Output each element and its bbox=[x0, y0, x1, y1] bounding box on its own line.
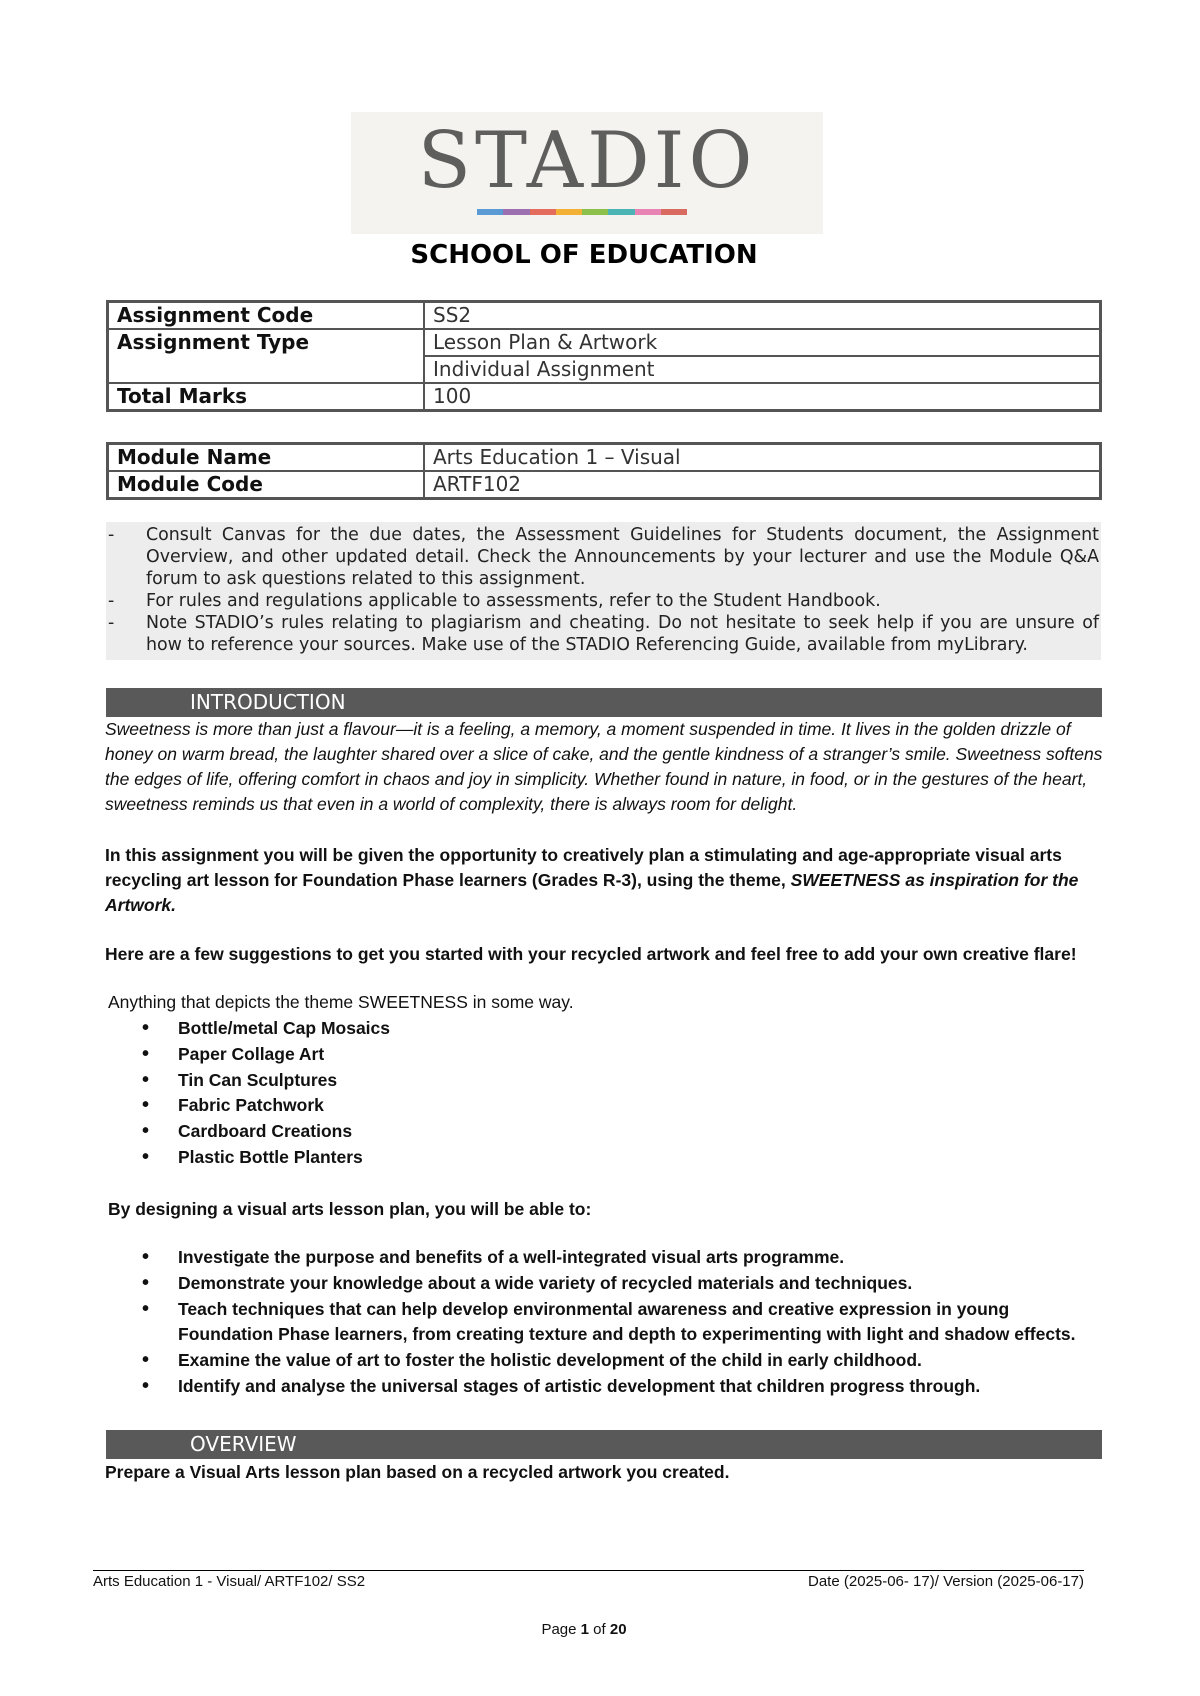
overview-heading: OVERVIEW bbox=[190, 1432, 297, 1456]
module-name-label: Module Name bbox=[108, 444, 425, 472]
theme-depicts-line bbox=[108, 990, 1108, 1015]
assignment-type-label: Assignment Type bbox=[108, 329, 425, 383]
table-row bbox=[108, 302, 1101, 330]
theme-depicts-text: Anything that depicts the theme SWEETNESS in some way. bbox=[108, 992, 574, 1012]
module-code-label: Module Code bbox=[108, 471, 425, 499]
list-item: • Demonstrate your knowledge about a wide variety of recycled materials and techniques. bbox=[140, 1271, 1100, 1297]
assignment-info-table bbox=[106, 300, 1102, 412]
note-item bbox=[106, 524, 1101, 590]
assignment-type-value: Individual Assignment bbox=[424, 356, 1101, 383]
list-item: • Identify and analyse the universal stages of artistic development that children progress through. bbox=[140, 1374, 1100, 1400]
module-info-table bbox=[106, 442, 1102, 500]
list-item: • Teach techniques that can help develop environmental awareness and creative expression in young Foundation Phase learners, from creating texture and depth to experimenting with light and shadow effects. bbox=[140, 1297, 1100, 1349]
stripe-segment bbox=[503, 209, 529, 215]
note-dash: - bbox=[108, 525, 115, 545]
assessment-notes bbox=[106, 522, 1101, 660]
assignment-text-prefix: In this assignment you will be given the opportunity to creatively plan a stimulating and age-appropriate visual arts recycling art lesson for Foundation Phase learners (Grades R-3), using the theme, bbox=[105, 845, 1062, 890]
assignment-code-label: Assignment Code bbox=[108, 302, 425, 330]
page-number bbox=[0, 1621, 1168, 1638]
suggestion-paragraph bbox=[105, 942, 1105, 967]
assignment-type-value: Lesson Plan & Artwork bbox=[424, 329, 1101, 356]
page-label: Page bbox=[541, 1621, 577, 1638]
total-marks-label: Total Marks bbox=[108, 383, 425, 411]
logo-color-stripe bbox=[477, 209, 687, 215]
note-item bbox=[106, 590, 1101, 612]
stripe-segment bbox=[635, 209, 661, 215]
table-row bbox=[108, 444, 1101, 472]
list-item: • Fabric Patchwork bbox=[140, 1093, 1100, 1119]
overview-heading-bar bbox=[106, 1430, 1102, 1459]
introduction-paragraph bbox=[105, 717, 1105, 817]
overview-paragraph bbox=[105, 1460, 1105, 1485]
note-text: Consult Canvas for the due dates, the Assessment Guidelines for Students document, the Assignment Overview, and other updated detail. Check the Announcements by your lecturer and use the Module Q&A forum to ask questions related to this assignment. bbox=[146, 525, 1099, 589]
list-item: • Examine the value of art to foster the holistic development of the child in early childhood. bbox=[140, 1348, 1100, 1374]
outcomes-list bbox=[140, 1245, 1100, 1400]
stripe-segment bbox=[477, 209, 503, 215]
stripe-segment bbox=[582, 209, 608, 215]
module-name-value: Arts Education 1 – Visual bbox=[424, 444, 1101, 472]
note-text: For rules and regulations applicable to assessments, refer to the Student Handbook. bbox=[146, 591, 881, 611]
table-row bbox=[108, 383, 1101, 411]
note-dash: - bbox=[108, 591, 115, 611]
list-item: • Bottle/metal Cap Mosaics bbox=[140, 1016, 1100, 1042]
school-title: SCHOOL OF EDUCATION bbox=[410, 240, 758, 270]
list-item: • Paper Collage Art bbox=[140, 1042, 1100, 1068]
module-code-value: ARTF102 bbox=[424, 471, 1101, 499]
footer-module-reference: Arts Education 1 - Visual/ ARTF102/ SS2 bbox=[93, 1573, 366, 1590]
list-item: • Investigate the purpose and benefits of a well-integrated visual arts programme. bbox=[140, 1245, 1100, 1271]
introduction-heading: INTRODUCTION bbox=[190, 690, 346, 714]
stripe-segment bbox=[530, 209, 556, 215]
list-item: • Cardboard Creations bbox=[140, 1119, 1100, 1145]
introduction-heading-bar bbox=[106, 688, 1102, 717]
page-total: 20 bbox=[609, 1621, 627, 1638]
introduction-text: Sweetness is more than just a flavour—it is a feeling, a memory, a moment suspended in time. It lives in the golden drizzle of honey on warm bread, the laughter shared over a slice of cake, and the gentle kindness of a stranger’s smile. Sweetness softens the edges of life, offering comfort in chaos and joy in simplicity. Whether found in nature, in food, or in the gestures of the heart, sweetness reminds us that even in a world of complexity, there is always room for delight. bbox=[105, 719, 1103, 814]
assignment-paragraph bbox=[105, 843, 1105, 918]
outcomes-lead-text: By designing a visual arts lesson plan, you will be able to: bbox=[108, 1199, 592, 1219]
note-text: Note STADIO’s rules relating to plagiarism and cheating. Do not hesitate to seek help if you are unsure of how to reference your sources. Make use of the STADIO Referencing Guide, available from myLibrary. bbox=[146, 613, 1099, 655]
logo-wordmark: STADIO bbox=[417, 116, 757, 206]
note-item bbox=[106, 612, 1101, 656]
assignment-theme-text: SWEETNESS as inspiration for the Artwork. bbox=[105, 870, 1079, 915]
stripe-segment bbox=[608, 209, 634, 215]
assignment-text bbox=[105, 843, 1105, 918]
materials-list bbox=[140, 1016, 1100, 1171]
stripe-segment bbox=[556, 209, 582, 215]
table-row bbox=[108, 329, 1101, 356]
footer-date-version: Date (2025-06- 17)/ Version (2025-06-17) bbox=[808, 1573, 1084, 1590]
list-item: • Tin Can Sculptures bbox=[140, 1068, 1100, 1094]
total-marks-value: 100 bbox=[424, 383, 1101, 411]
list-item: • Plastic Bottle Planters bbox=[140, 1145, 1100, 1171]
assignment-code-value: SS2 bbox=[424, 302, 1101, 330]
overview-text: Prepare a Visual Arts lesson plan based on a recycled artwork you created. bbox=[105, 1462, 730, 1482]
page-current: 1 bbox=[580, 1621, 589, 1638]
page-of: of bbox=[593, 1621, 606, 1638]
stadio-logo bbox=[351, 112, 823, 234]
table-row bbox=[108, 471, 1101, 499]
footer-divider bbox=[93, 1570, 1084, 1571]
stripe-segment bbox=[661, 209, 687, 215]
suggestion-text: Here are a few suggestions to get you started with your recycled artwork and feel free to add your own creative flare! bbox=[105, 944, 1077, 964]
note-dash: - bbox=[108, 613, 115, 633]
outcomes-lead bbox=[108, 1197, 1108, 1222]
